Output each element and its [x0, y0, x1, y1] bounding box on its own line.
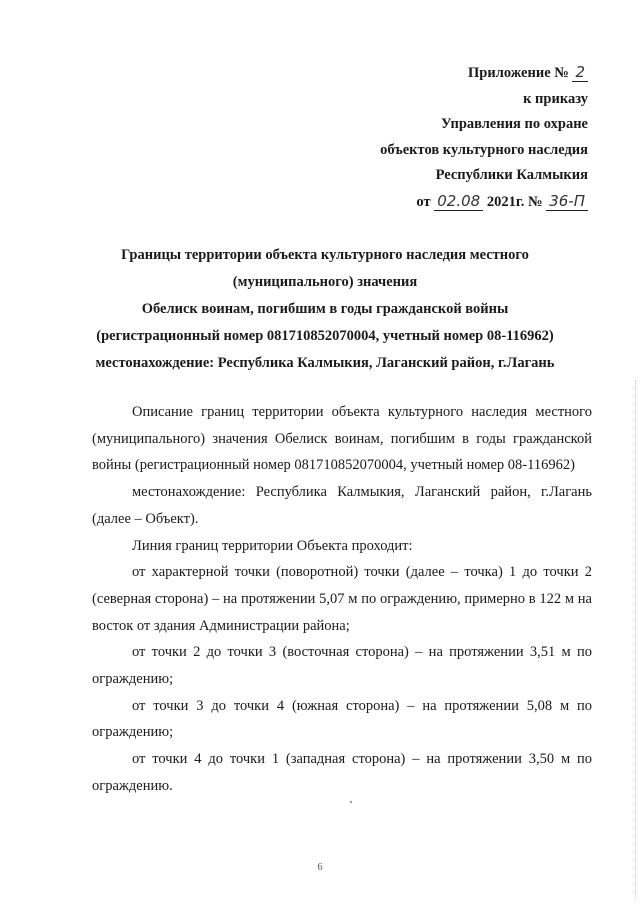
body-paragraph-location: местонахождение: Республика Калмыкия, Лаганский район, г.Лагань (далее – Объект).	[92, 484, 592, 527]
appendix-date-line	[380, 189, 588, 216]
page-number: 6	[317, 862, 323, 873]
title-line-4: (регистрационный номер 081710852070004, учетный номер 08-116962)	[96, 328, 554, 344]
appendix-year: 2021г. №	[486, 193, 543, 210]
appendix-date-prefix: от	[416, 193, 431, 210]
appendix-authority-line-2: объектов культурного наследия	[380, 141, 588, 158]
document-body	[92, 399, 592, 800]
appendix-number-handwritten: 2	[572, 63, 588, 82]
title-line-1: Границы территории объекта культурного наследия местного	[121, 247, 529, 263]
scan-speck	[350, 801, 352, 803]
title-line-3: Обелиск воинам, погибшим в годы гражданской войны	[141, 301, 509, 317]
appendix-authority-line-3: Республики Калмыкия	[435, 167, 588, 183]
body-paragraph-description: Описание границ территории объекта культурного наследия местного (муниципального) значения Обелиск воинам, погибшим в годы гражданской войны (регистрационный номер 081710852070004, учетный номер 08-116962)	[92, 404, 592, 474]
body-paragraph-segment-3-4: от точки 3 до точки 4 (южная сторона) – на протяжении 5,08 м по ограждению;	[92, 697, 592, 741]
appendix-order-number-handwritten: 36-П	[546, 192, 588, 211]
title-line-2: (муниципального) значения	[232, 274, 418, 290]
appendix-order-line: к приказу	[523, 90, 588, 107]
scan-edge-artifact	[634, 380, 636, 900]
appendix-authority-line-1: Управления по охране	[441, 116, 588, 132]
body-paragraph-segment-4-1: от точки 4 до точки 1 (западная сторона) – на протяжении 3,50 м по ограждению.	[92, 751, 592, 794]
appendix-header	[380, 60, 588, 215]
body-paragraph-boundary-intro: Линия границ территории Объекта проходит:	[132, 537, 413, 554]
body-paragraph-segment-2-3: от точки 2 до точки 3 (восточная сторона) – на протяжении 3,51 м по ограждению;	[92, 644, 592, 688]
appendix-date-handwritten: 02.08	[434, 192, 483, 211]
title-line-5: местонахождение: Республика Калмыкия, Лаганский район, г.Лагань	[95, 355, 555, 371]
body-paragraph-segment-1-2: от характерной точки (поворотной) точки (далее – точка) 1 до точки 2 (северная сторона) – на протяжении 5,07 м по ограждению, примерно в 122 м на восток от здания Администрации района;	[92, 564, 592, 634]
appendix-title-line	[380, 60, 588, 87]
document-title	[60, 242, 590, 377]
appendix-title: Приложение №	[468, 65, 569, 81]
